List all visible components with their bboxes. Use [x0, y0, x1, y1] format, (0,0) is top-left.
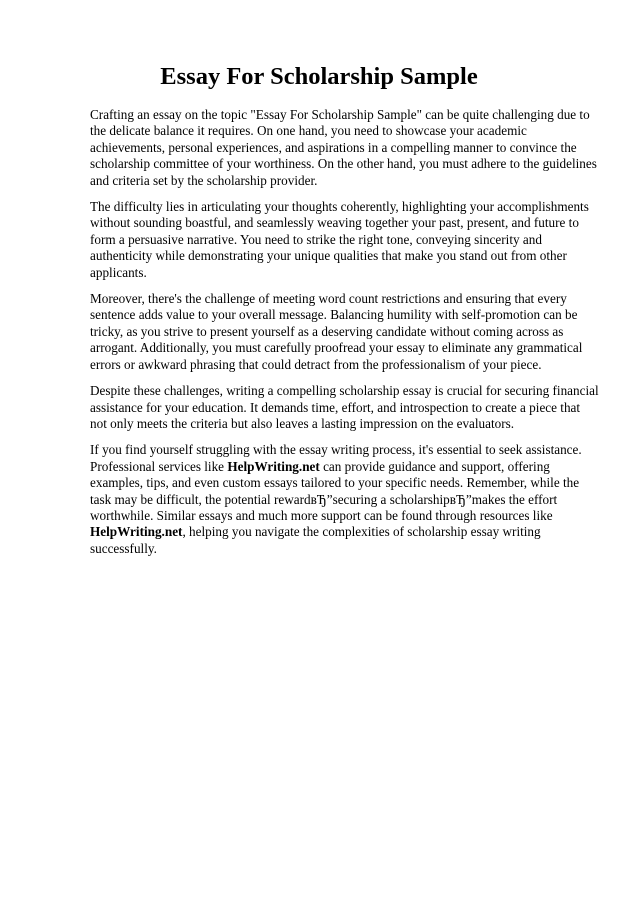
paragraph-3: Moreover, there's the challenge of meeting word count restrictions and ensuring that every sentence adds value to your overall message. Balancing humility with self-promotion can be tricky, as you strive to present yourself as a deserving candidate without coming across as arrogant. Additionally, you must carefully proofread your essay to eliminate any grammatical errors or awkward phrasing that could detract from the professionalism of your piece. [90, 291, 583, 372]
brand-link-2: HelpWriting.net [90, 524, 183, 540]
paragraph-1: Crafting an essay on the topic "Essay For Scholarship Sample" can be quite challenging due to the delicate balance it requires. On one hand, you need to showcase your academic achievements, personal experiences, and aspirations in a compelling manner to convince the scholarship committee of your worthiness. On the other hand, you must adhere to the guidelines and criteria set by the scholarship provider. [90, 107, 597, 188]
paragraph-2: The difficulty lies in articulating your thoughts coherently, highlighting your accomplishments without sounding boastful, and seamlessly weaving together your past, present, and future to form a persuasive narrative. You need to strike the right tone, conveying sincerity and authenticity while demonstrating your unique qualities that make you stand out from other applicants. [90, 199, 589, 280]
paragraph-5-text-3: , helping you navigate the complexities of scholarship essay writing successfully. [90, 524, 541, 556]
paragraph-5-text-1: If you find yourself struggling with the essay writing process, it's essential to seek assistance. Professional services like [90, 442, 582, 474]
brand-link-1: HelpWriting.net [227, 458, 320, 474]
paragraph-5-text-2: can provide guidance and support, offering examples, tips, and even custom essays tailored to your specific needs. Remember, while the task may be difficult, the potential rewardвЂ”securing a scholarshipвЂ”makes the effort worthwhile. Similar essays and much more support can be found through resources like [90, 458, 580, 523]
page-title: Essay For Scholarship Sample [160, 63, 478, 90]
paragraph-4: Despite these challenges, writing a compelling scholarship essay is crucial for securing financial assistance for your education. It demands time, effort, and introspection to create a piece that not only meets the criteria but also leaves a lasting impression on the evaluators. [90, 383, 599, 431]
essay-body [90, 107, 600, 567]
paragraph-5 [90, 442, 600, 557]
